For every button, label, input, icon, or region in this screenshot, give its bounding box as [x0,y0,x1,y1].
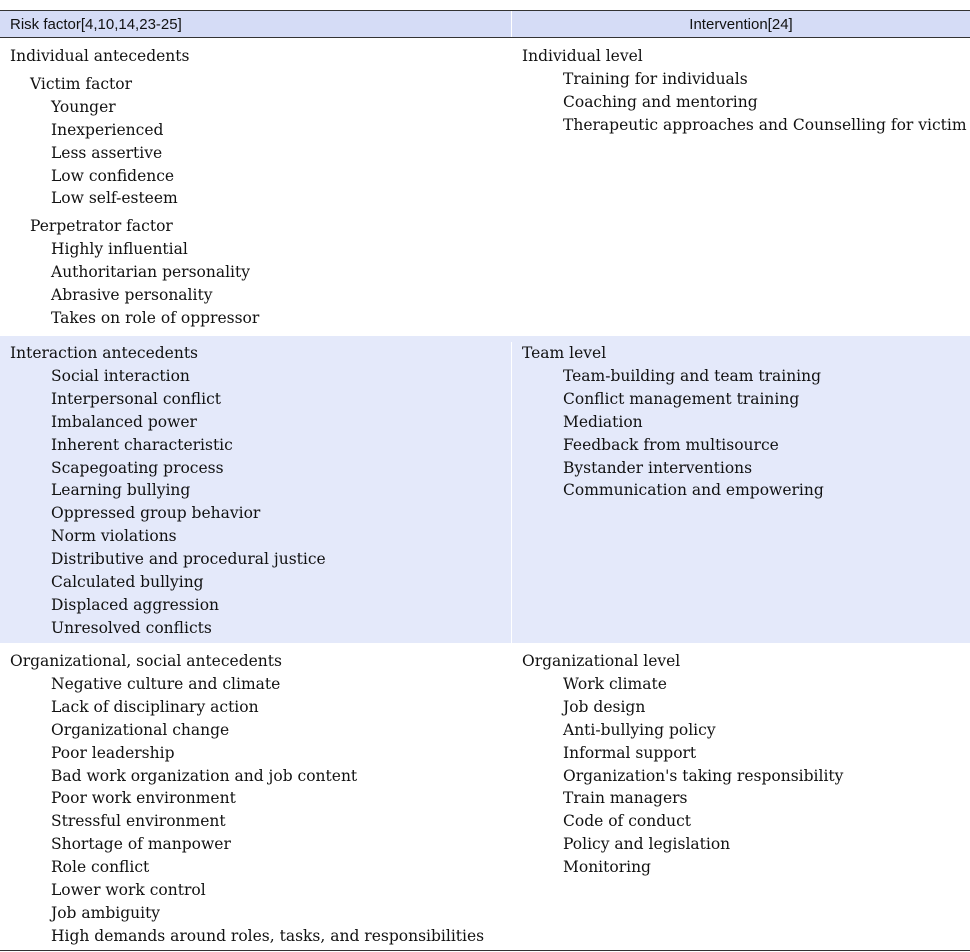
list-item: Interpersonal conflict [51,389,222,408]
list-item: Monitoring [563,858,651,877]
risk-cell [0,650,512,950]
section-organizational [0,643,970,951]
list-item: Imbalanced power [51,412,197,431]
risk-cell [0,45,512,336]
list-item: Stressful environment [51,812,226,831]
list-item: Highly influential [51,240,188,259]
list-item: High demands around roles, tasks, and responsibilities [51,926,485,945]
list-item: Training for individuals [563,69,748,88]
list-item: Organization's taking responsibility [563,766,844,785]
group-title: Perpetrator factor [30,217,173,236]
list-item: Low confidence [51,166,175,185]
list-item: Poor work environment [51,789,236,808]
intervention-cell [512,650,970,950]
risk-intervention-table [0,10,970,951]
intervention-cell [512,45,970,336]
list-item: Mediation [563,412,643,431]
list-item: Policy and legislation [563,835,731,854]
list-item: Organizational change [51,720,230,739]
table-header [0,10,970,38]
intervention-title: Team level [522,344,607,362]
list-item: Less assertive [51,143,163,162]
list-item: Unresolved conflicts [51,618,212,637]
header-intervention: Intervention[24] [689,16,793,33]
list-item: Train managers [563,789,688,808]
list-item: Team-building and team training [563,366,822,385]
list-item: Takes on role of oppressor [51,308,260,327]
list-item: Anti-bullying policy [563,720,716,739]
list-item: Conflict management training [563,389,800,408]
list-item: Bad work organization and job content [51,766,358,785]
list-item: Low self-esteem [51,189,178,208]
list-item: Job design [563,697,646,716]
group-title: Victim factor [30,74,132,93]
section-individual [0,38,970,336]
intervention-title: Organizational level [522,652,681,670]
list-item: Lower work control [51,881,206,900]
section-interaction [0,336,970,643]
intervention-title: Individual level [522,47,643,65]
list-item: Negative culture and climate [51,674,281,693]
list-item: Bystander interventions [563,458,753,477]
list-item: Informal support [563,743,697,762]
list-item: Coaching and mentoring [563,92,758,111]
list-item: Work climate [563,674,667,693]
list-item: Social interaction [51,366,190,385]
header-risk-factor: Risk factor[4,10,14,23-25] [0,11,512,37]
list-item: Abrasive personality [51,286,213,305]
list-item: Scapegoating process [51,458,224,477]
list-item: Role conflict [51,858,150,877]
list-item: Norm violations [51,527,177,546]
risk-title: Organizational, social antecedents [10,652,282,670]
risk-cell [0,342,512,643]
list-item: Learning bullying [51,481,191,500]
list-item: Authoritarian personality [51,263,250,282]
intervention-cell [512,342,970,643]
risk-title: Individual antecedents [10,47,190,65]
list-item: Displaced aggression [51,595,220,614]
list-item: Inexperienced [51,120,164,139]
list-item: Lack of disciplinary action [51,697,259,716]
list-item: Job ambiguity [51,903,161,922]
list-item: Shortage of manpower [51,835,231,854]
list-item: Communication and empowering [563,481,824,500]
list-item: Therapeutic approaches and Counselling for victim [563,115,967,134]
list-item: Feedback from multisource [563,435,779,454]
list-item: Inherent characteristic [51,435,233,454]
list-item: Code of conduct [563,812,692,831]
list-item: Younger [51,97,116,116]
list-item: Oppressed group behavior [51,504,261,523]
list-item: Calculated bullying [51,573,204,592]
list-item: Distributive and procedural justice [51,550,326,569]
risk-title: Interaction antecedents [10,344,199,362]
list-item: Poor leadership [51,743,175,762]
